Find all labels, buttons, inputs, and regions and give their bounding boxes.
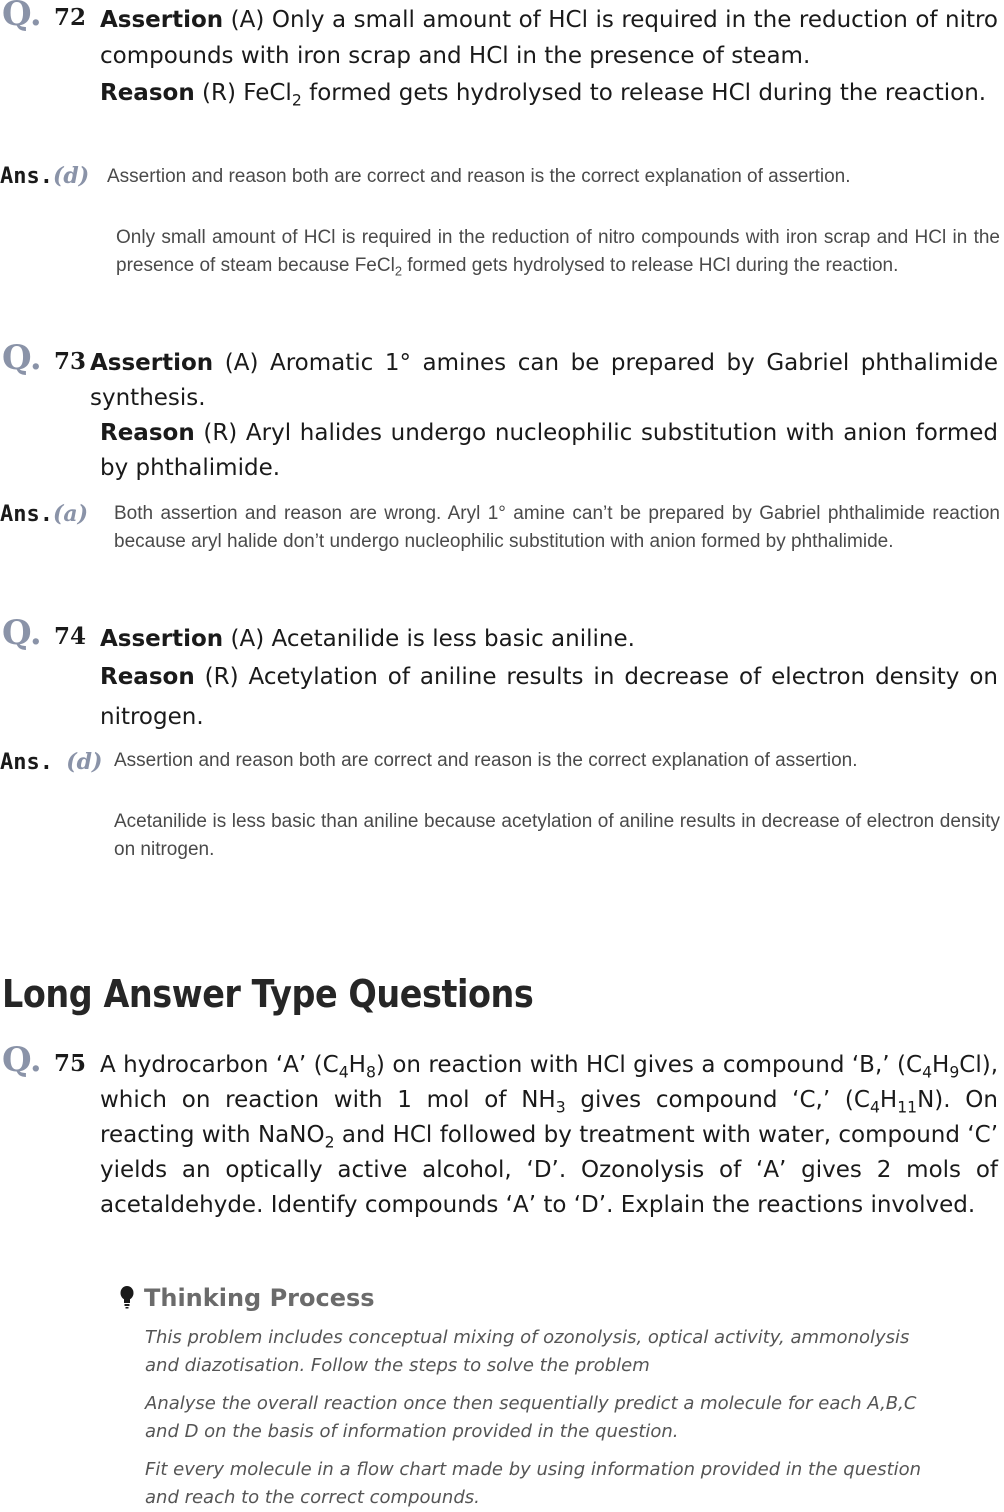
answer-72-text: Assertion and reason both are correct and reason is the correct explanation of assertion.	[107, 166, 851, 187]
question-74-text	[100, 621, 998, 737]
question-q-mark: Q.	[2, 338, 42, 378]
assertion-73: Assertion (A) Aromatic 1° amines can be prepared by Gabriel phthalimide synthesis.	[90, 350, 998, 411]
question-75-text: A hydrocarbon ‘A’ $(C_4H_8)$ on reaction with HCl gives a compound ‘B,’ $(C_4H_9Cl)$, which on reaction with 1 mol of $NH_3$ gives compound ‘C,’ $(C_4H_{11}N)$. On reacting with NaNO$_2$ and HCl followed by treatment with water, compound ‘C’ yields an optically active alcohol, ‘D’. Ozonolysis of ‘A’ gives 2 mols of acetaldehyde. Identify compounds ‘A’ to ‘D’. Explain the reactions involved.	[100, 1052, 999, 1218]
answer-72-label: Ans.(d)	[0, 163, 90, 189]
thinking-step-3: Fit every molecule in a flow chart made by using information provided in the question and reach to the correct compounds.	[145, 1459, 922, 1508]
answer-73-label: Ans.(a)	[0, 501, 89, 527]
answer-74-label: Ans. (d)	[0, 749, 103, 775]
answer-72-explanation: Only small amount of HCl is required in the reduction of nitro compounds with iron scrap and HCl in the presence of steam because FeCl$_2$ formed gets hydrolysed to release HCl during the reaction.	[116, 227, 1000, 279]
lightbulb-icon	[118, 1285, 136, 1309]
section-title: Long Answer Type Questions	[2, 972, 534, 1016]
answer-74-explanation: Acetanilide is less basic than aniline because acetylation of aniline results in decrease of electron density on nitrogen.	[114, 811, 1000, 860]
question-q-mark: Q.	[2, 1040, 42, 1080]
thinking-step-2: Analyse the overall reaction once then sequentially predict a molecule for each A,B,C and D on the basis of information provided in the question.	[145, 1393, 917, 1442]
reason-72: Reason (R) FeCl$_2$ formed gets hydrolysed to release HCl during the reaction.	[100, 80, 987, 110]
question-q-mark: Q.	[2, 0, 42, 34]
thinking-step-1: This problem includes conceptual mixing of ozonolysis, optical activity, ammonolysis and diazotisation. Follow the steps to solve the problem	[145, 1327, 910, 1376]
question-72-text	[100, 2, 998, 112]
answer-74-text: Assertion and reason both are correct and reason is the correct explanation of assertion.	[114, 750, 858, 771]
reason-74: Reason (R) Acetylation of aniline results in decrease of electron density on nitrogen.	[100, 664, 998, 730]
thinking-process-heading: Thinking Process	[118, 1280, 375, 1316]
question-73-text	[90, 346, 998, 486]
assertion-74: Assertion (A) Acetanilide is less basic aniline.	[100, 626, 635, 652]
question-q-mark: Q.	[2, 613, 42, 653]
answer-73-text: Both assertion and reason are wrong. Aryl 1° amine can’t be prepared by Gabriel phthalimide reaction because aryl halide don’t undergo nucleophilic substitution with anion formed by phthalimide.	[114, 503, 1000, 552]
reason-73: Reason (R) Aryl halides undergo nucleophilic substitution with anion formed by phthalimide.	[100, 420, 998, 481]
assertion-72: Assertion (A) Only a small amount of HCl is required in the reduction of nitro compounds with iron scrap and HCl in the presence of steam.	[100, 7, 998, 69]
